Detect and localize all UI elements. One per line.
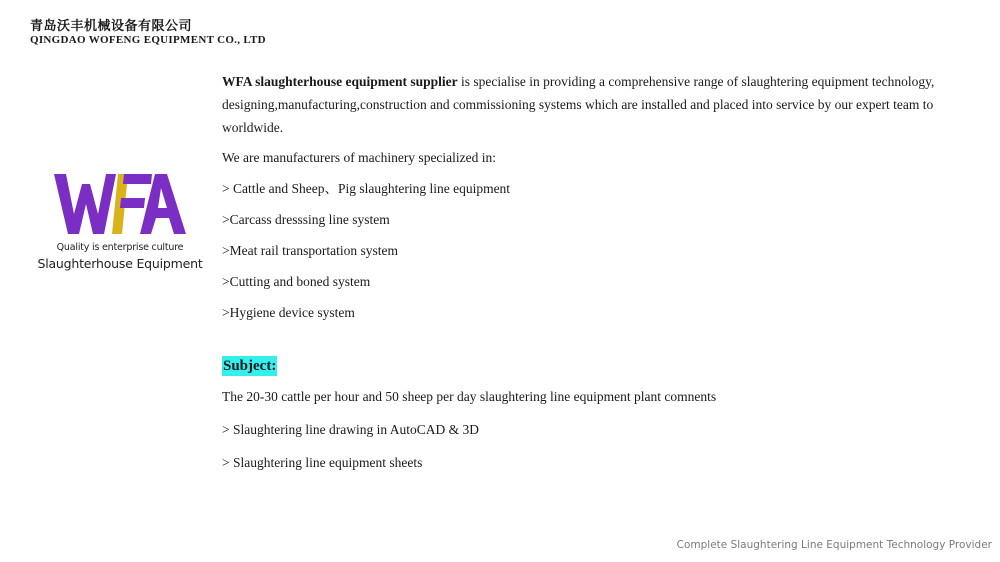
list-item: > Cattle and Sheep、Pig slaughtering line equipment: [222, 181, 511, 196]
company-name-english: QINGDAO WOFENG EQUIPMENT CO., LTD: [30, 34, 266, 46]
list-item: >Hygiene device system: [222, 305, 355, 320]
subject-heading-wrap: [222, 354, 967, 377]
footer-tagline: Complete Slaughtering Line Equipment Technology Provider: [676, 539, 992, 551]
list-item: >Cutting and boned system: [222, 274, 371, 289]
intro-lead: WFA slaughterhouse equipment supplier: [222, 74, 458, 89]
subject-heading: Subject:: [223, 358, 277, 374]
logo-caption: Slaughterhouse Equipment: [37, 256, 203, 271]
list-item: >Meat rail transportation system: [222, 243, 398, 258]
manufacturers-heading: We are manufacturers of machinery specialized in:: [222, 150, 497, 165]
logo-slogan: Quality is enterprise culture: [56, 242, 184, 253]
intro-rest: is specialise in providing a comprehensive range of slaughtering equipment technology, designing,manufacturing,construction and commissioning systems which are installed and placed into service by our expert team to worldwide.: [222, 74, 935, 135]
wfa-logo-mark-icon: [52, 170, 188, 238]
list-item: >Carcass dresssing line system: [222, 212, 390, 227]
intro-paragraph: [222, 70, 967, 139]
main-content: [222, 70, 967, 484]
subject-line: The 20-30 cattle per hour and 50 sheep per day slaughtering line equipment plant comnents: [222, 389, 717, 404]
company-name-chinese: 青岛沃丰机械设备有限公司: [30, 19, 193, 34]
subject-line: > Slaughtering line equipment sheets: [222, 455, 423, 470]
wfa-logo: [30, 170, 210, 271]
subject-line: > Slaughtering line drawing in AutoCAD & 3D: [222, 422, 479, 437]
